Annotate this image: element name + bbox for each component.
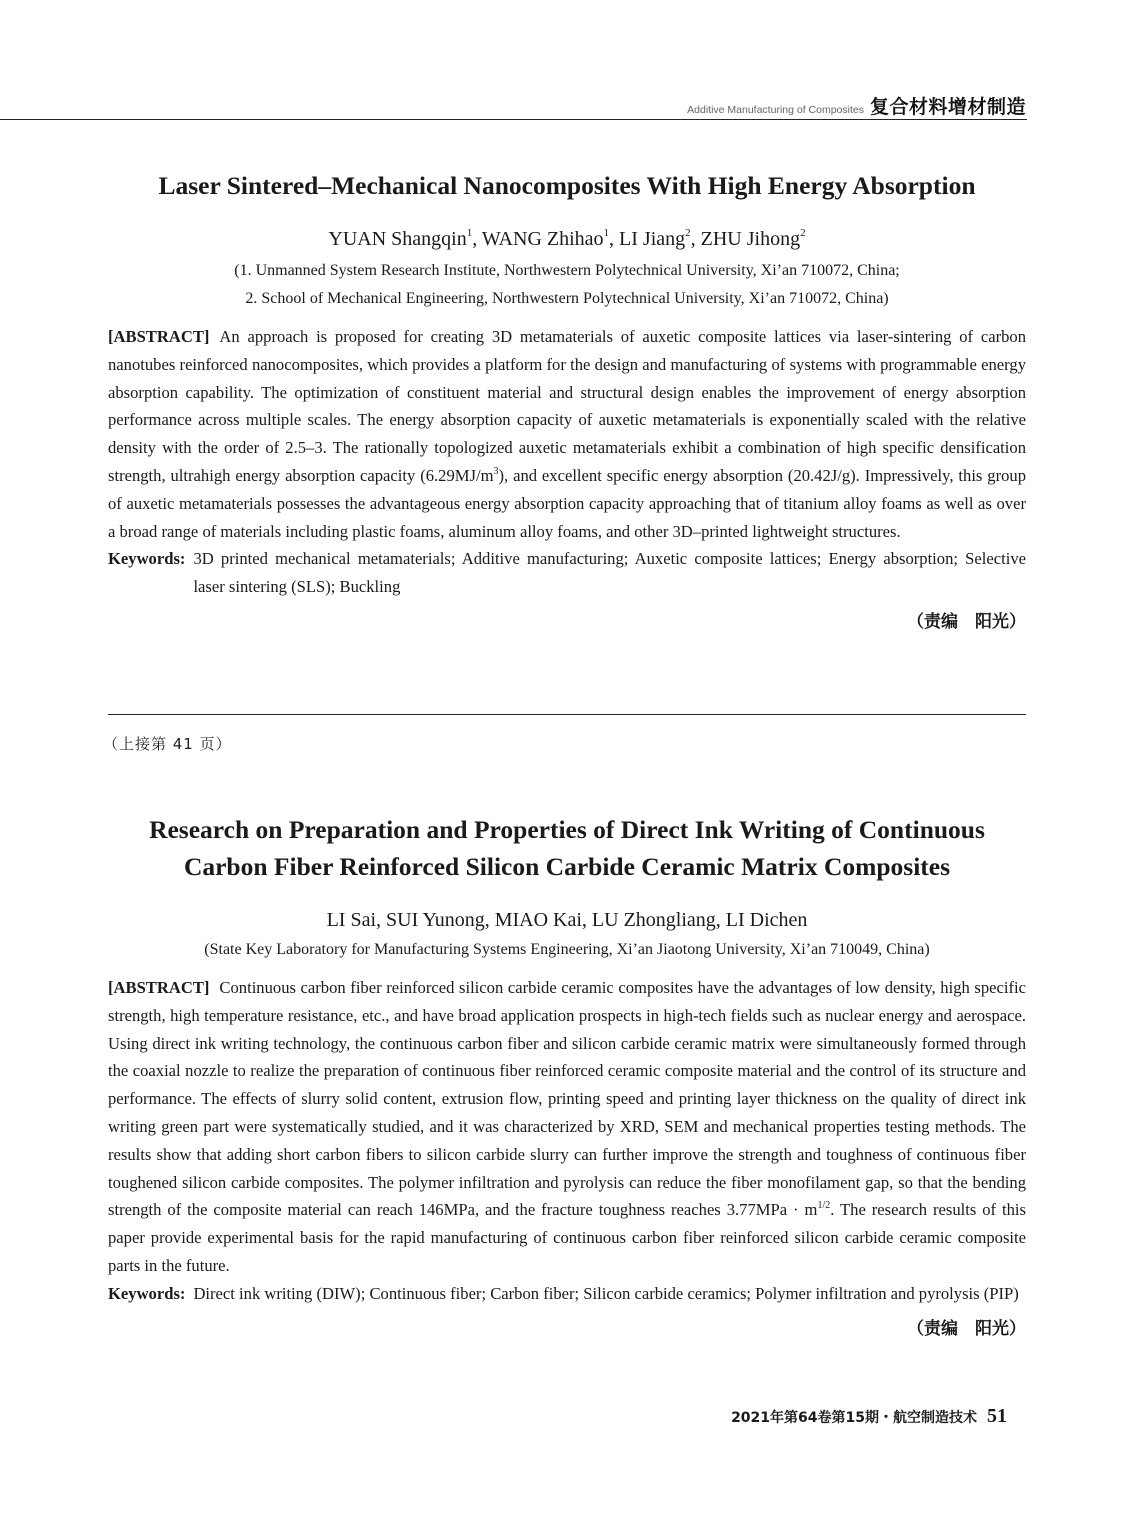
author-affil-mark: 2: [685, 227, 691, 239]
article-1: [108, 167, 1026, 632]
article-2-keywords: [108, 1280, 1026, 1308]
abstract-label: [ABSTRACT]: [108, 327, 210, 346]
article-1-abstract: [108, 323, 1026, 545]
header-rule: [0, 119, 1027, 120]
author-affil-mark: 1: [466, 227, 473, 239]
article-2-authors: LI Sai, SUI Yunong, MIAO Kai, LU Zhongliang, LI Dichen: [326, 909, 808, 931]
author: ZHU Jihong: [700, 228, 801, 250]
abstract-text-cont: . The research results of this paper provide experimental basis for the rapid manufacturing of continuous carbon fiber reinforced silicon carbide ceramic composite parts in the future.: [108, 1200, 1026, 1275]
author-affil-mark: 1: [603, 227, 610, 239]
article-1-affiliation-2: 2. School of Mechanical Engineering, Northwestern Polytechnical University, Xi’an 710072, China): [245, 290, 889, 307]
abstract-label: [ABSTRACT]: [108, 978, 210, 997]
article-1-title: Laser Sintered–Mechanical Nanocomposites With High Energy Absorption: [158, 171, 976, 200]
article-2-affiliation: (State Key Laboratory for Manufacturing Systems Engineering, Xi’an Jiaotong University, Xi’an 710049, China): [204, 941, 930, 958]
author: YUAN Shangqin: [328, 228, 467, 250]
section-divider: [108, 714, 1026, 715]
article-2-title-line-2: Carbon Fiber Reinforced Silicon Carbide Ceramic Matrix Composites: [183, 852, 951, 881]
keywords-text: Direct ink writing (DIW); Continuous fiber; Carbon fiber; Silicon carbide ceramics; Polymer infiltration and pyrolysis (PIP): [193, 1283, 1019, 1303]
running-header: [687, 92, 1026, 119]
abstract-text: An approach is proposed for creating 3D metamaterials of auxetic composite lattices via laser-sintering of carbon nanotubes reinforced nanocomposites, which provides a platform for the design and manufacturing of systems with programmable energy absorption capability. The optimization of constituent material and structural design enables the improvement of energy absorption performance across multiple scales. The energy absorption capacity of auxetic metamaterials is exponentially scaled with the relative density with the order of 2.5–3. The rationally topologized auxetic metamaterials exhibit a combination of high specific densification strength, ultrahigh energy absorption capacity (6.29MJ/m: [108, 327, 1026, 485]
journal-name-zh: 复合材料增材制造: [869, 96, 1026, 118]
abstract-superscript: 3: [493, 465, 499, 477]
journal-name-en: Additive Manufacturing of Composites: [687, 104, 864, 116]
abstract-superscript: 1/2: [817, 1200, 831, 1212]
article-1-editor: （责编 阳光）: [907, 611, 1026, 632]
keywords-text: 3D printed mechanical metamaterials; Additive manufacturing; Auxetic composite lattices; Energy absorption; Selective laser sintering (SLS); Buckling: [193, 549, 1026, 597]
author: WANG Zhihao: [481, 228, 604, 250]
author: LI Jiang: [619, 228, 686, 250]
article-1-authors: YUAN Shangqin$^1$, WANG Zhihao$^1$, LI Jiang$^2$, ZHU Jihong$^2$: [328, 227, 806, 250]
continued-from-note: （上接第 41 页）: [103, 735, 232, 753]
keywords-label: Keywords:: [108, 1283, 186, 1303]
article-2-editor: （责编 阳光）: [907, 1318, 1026, 1339]
issue-info: 2021年第64卷第15期・航空制造技术: [731, 1410, 977, 1426]
article-2-title-line-1: Research on Preparation and Properties of Direct Ink Writing of Continuous: [149, 815, 985, 844]
author-affil-mark: 2: [800, 227, 806, 239]
article-1-keywords: [108, 545, 1026, 601]
abstract-text-cont: ), and excellent specific energy absorption (20.42J/g). Impressively, this group of auxetic metamaterials possesses the advantageous energy absorption capacity approaching that of titanium alloy foams as well as over a broad range of materials including plastic foams, aluminum alloy foams, and other 3D–printed lightweight structures.: [108, 465, 1026, 541]
page-footer: [731, 1405, 1007, 1428]
abstract-text: Continuous carbon fiber reinforced silicon carbide ceramic composites have the advantages of low density, high specific strength, high temperature resistance, etc., and have broad application prospects in high-tech fields such as nuclear energy and aerospace. Using direct ink writing technology, the continuous carbon fiber and silicon carbide ceramic matrix were simultaneously formed through the coaxial nozzle to realize the preparation of continuous fiber reinforced ceramic composite material and the control of its structure and performance. The effects of slurry solid content, extrusion flow, printing speed and printing layer thickness on the quality of direct ink writing green part were systematically studied, and it was characterized by XRD, SEM and mechanical properties testing methods. The results show that adding short carbon fibers to silicon carbide slurry can further improve the strength and toughness of continuous fiber toughened silicon carbide composites. The polymer infiltration and pyrolysis can reduce the fiber monofilament gap, so that the bending strength of the composite material can reach 146MPa, and the fracture toughness reaches 3.77MPa · m: [108, 978, 1026, 1220]
article-2-abstract: [108, 974, 1026, 1280]
keywords-label: Keywords:: [108, 549, 186, 569]
page-number: 51: [987, 1405, 1007, 1427]
article-1-affiliation-1: (1. Unmanned System Research Institute, Northwestern Polytechnical University, Xi’an 710072, China;: [234, 262, 900, 279]
article-2: [108, 811, 1026, 1339]
